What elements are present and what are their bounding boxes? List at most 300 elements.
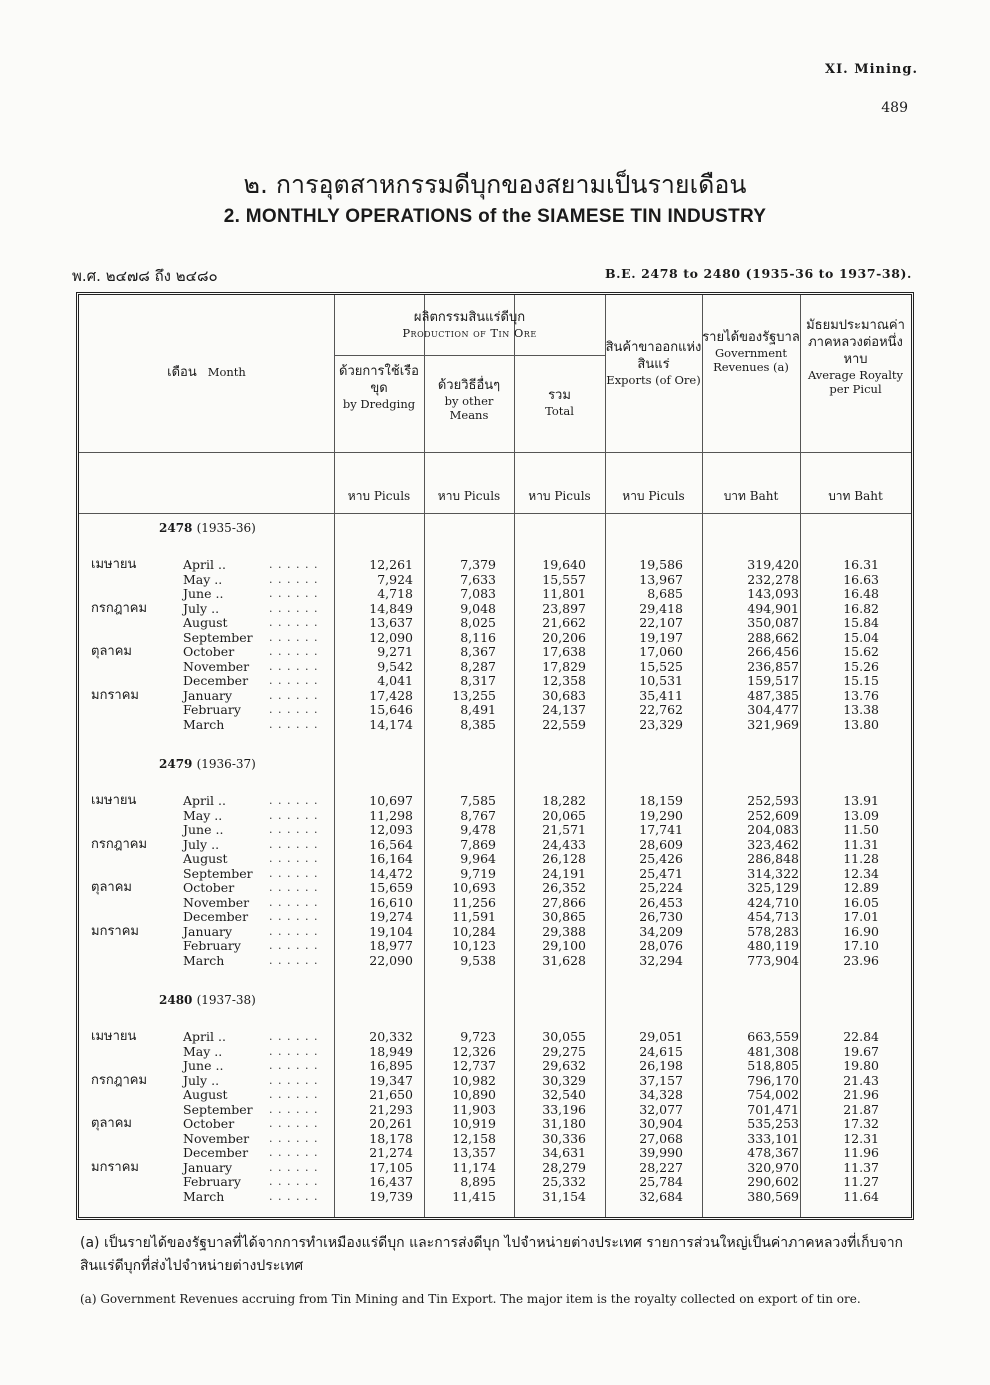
revenues-cell: 478,367 [747,1145,799,1160]
table-row [79,837,911,852]
month-name: May .. [183,807,223,823]
total-cell: 24,433 [542,836,586,852]
month-name: February [183,702,241,717]
unit-revenues: บาท Baht [723,489,779,503]
leader-dots: . . . . . . [269,1189,319,1203]
leader-dots: . . . . . . [269,1146,319,1159]
revenues-cell: 424,710 [747,894,799,910]
other-means-cell: 9,719 [460,865,496,881]
exports-cell: 29,418 [639,600,683,616]
leader-dots: . . . . . . [269,616,319,629]
exports-cell: 25,224 [639,880,683,895]
revenues-cell: 773,904 [747,952,799,968]
table-row [79,822,911,837]
revenues-cell: 252,593 [747,793,799,808]
month-name: November [183,658,250,674]
revenues-cell: 314,322 [747,865,799,881]
royalty-cell: 17.10 [843,938,879,953]
other-means-cell: 9,478 [460,822,496,837]
other-means-cell: 10,982 [452,1072,496,1088]
exports-cell: 26,198 [639,1058,683,1073]
total-cell: 22,559 [542,716,586,732]
thai-month: กรกฎาคม [91,836,148,852]
revenues-cell: 204,083 [747,822,799,837]
leader-dots: . . . . . . [269,1073,319,1087]
dredging-cell: 18,977 [369,938,413,953]
other-means-cell: 7,083 [460,586,496,601]
table-row [79,702,911,717]
table-row [79,1131,911,1146]
total-cell: 32,540 [542,1087,586,1102]
revenues-cell: 454,713 [747,909,799,924]
revenues-cell: 663,559 [747,1029,799,1044]
table-row [79,1058,911,1073]
total-cell: 30,329 [542,1072,586,1088]
leader-dots: . . . . . . [269,939,319,952]
dredging-cell: 7,924 [377,571,413,587]
total-cell: 30,055 [542,1029,586,1044]
royalty-cell: 13.09 [843,807,879,823]
exports-cell: 29,051 [639,1029,683,1044]
table-row [79,808,911,823]
leader-dots: . . . . . . [269,895,319,909]
other-means-cell: 7,869 [460,836,496,852]
exports-cell: 28,227 [639,1159,683,1175]
other-means-cell: 10,123 [452,938,496,953]
exports-cell: 35,411 [639,687,683,703]
dredging-cell: 16,610 [369,894,413,910]
dredging-cell: 9,542 [377,658,413,674]
month-name: February [183,1174,241,1189]
dredging-cell: 22,090 [369,952,413,968]
other-means-cell: 10,890 [452,1087,496,1102]
year-heading: 2479 (1936-37) [159,757,256,771]
royalty-cell: 16.90 [843,923,879,939]
leader-dots: . . . . . . [269,587,319,600]
royalty-cell: 11.27 [843,1174,879,1189]
table-row [79,895,911,910]
table-row [79,557,911,572]
exports-cell: 39,990 [639,1145,683,1160]
table-row [79,1160,911,1175]
dredging-cell: 14,174 [369,716,413,732]
month-name: October [183,1116,235,1131]
table-row [79,659,911,674]
revenues-cell: 143,093 [747,586,799,601]
leader-dots: . . . . . . [269,601,319,615]
table-row [79,630,911,645]
total-cell: 26,352 [542,880,586,895]
revenues-cell: 754,002 [747,1087,799,1102]
dredging-cell: 15,646 [369,702,413,717]
total-cell: 33,196 [542,1101,586,1117]
month-name: July .. [183,836,220,852]
dredging-cell: 18,178 [369,1130,413,1146]
month-name: June .. [183,822,224,837]
total-cell: 34,631 [542,1145,586,1160]
total-cell: 25,332 [542,1174,586,1189]
exports-cell: 8,685 [647,586,683,601]
month-name: June .. [183,586,224,601]
leader-dots: . . . . . . [269,837,319,851]
exports-cell: 17,741 [639,822,683,837]
dredging-cell: 17,428 [369,687,413,703]
royalty-cell: 16.63 [843,571,879,587]
total-cell: 30,683 [542,687,586,703]
unit-total: หาบ Piculs [528,489,591,503]
period-english: B.E. 2478 to 2480 (1935-36 to 1937-38). [604,266,912,281]
royalty-cell: 12.34 [843,865,879,881]
month-name: March [183,716,225,732]
table-row [79,1116,911,1131]
page-title-thai: ๒. การอุตสาหกรรมดีบุกของสยามเป็นรายเดือน [243,170,747,199]
month-name: December [183,909,249,924]
table-row [79,924,911,939]
leader-dots: . . . . . . [269,1030,319,1043]
dredging-cell: 14,849 [369,600,413,616]
leader-dots: . . . . . . [269,1160,319,1174]
dredging-cell: 12,093 [369,822,413,837]
total-cell: 30,865 [542,909,586,924]
total-header: รวม Total [545,388,574,418]
total-cell: 23,897 [542,600,586,616]
total-cell: 20,065 [542,807,586,823]
revenues-cell: 320,970 [747,1159,799,1175]
thai-month: เมษายน [91,793,137,808]
royalty-cell: 19.80 [843,1058,879,1073]
table-row [79,1087,911,1102]
unit-royalty: บาท Baht [828,489,883,503]
exports-cell: 25,426 [639,851,683,866]
royalty-cell: 21.96 [843,1087,879,1102]
dredging-cell: 15,659 [369,880,413,895]
other-means-cell: 8,025 [460,615,496,630]
dredging-cell: 16,164 [369,851,413,866]
total-cell: 29,100 [542,938,586,953]
royalty-cell: 16.05 [843,894,879,910]
royalty-cell: 12.31 [843,1130,879,1146]
month-name: April .. [183,1029,226,1044]
other-means-cell: 8,116 [460,629,496,645]
royalty-cell: 11.64 [843,1188,879,1204]
dredging-cell: 20,332 [369,1029,413,1044]
dredging-header: ด้วยการใช้เรือขุด by Dredging [339,364,419,411]
total-cell: 26,128 [542,851,586,866]
dredging-cell: 12,090 [369,629,413,645]
leader-dots: . . . . . . [269,674,319,687]
month-name: October [183,880,235,895]
exports-cell: 28,076 [639,938,683,953]
table-row [79,688,911,703]
month-name: September [183,1101,253,1117]
month-name: January [183,923,233,939]
section-header: XI. Mining. [824,62,918,77]
other-means-header: ด้วยวิธีอื่นๆ by other Means [437,378,501,422]
other-means-cell: 8,385 [460,716,496,732]
royalty-cell: 13.38 [843,702,879,717]
exports-cell: 34,328 [639,1087,683,1102]
thai-month: กรกฎาคม [91,600,148,616]
revenues-cell: 350,087 [747,615,799,630]
dredging-cell: 16,895 [369,1058,413,1073]
total-cell: 31,628 [542,952,586,968]
revenues-cell: 286,848 [747,851,799,866]
unit-other: หาบ Piculs [437,489,501,503]
total-cell: 27,866 [542,894,586,910]
dredging-cell: 18,949 [369,1043,413,1059]
total-cell: 21,662 [542,615,586,630]
revenues-cell: 266,456 [747,644,799,659]
revenues-cell: 325,129 [747,880,799,895]
month-name: August [183,1087,228,1102]
royalty-cell: 15.04 [843,629,879,645]
total-cell: 29,632 [542,1058,586,1073]
thai-month: มกราคม [91,923,139,939]
month-name: February [183,938,241,953]
table-row [79,880,911,895]
dredging-cell: 17,105 [369,1159,413,1175]
total-cell: 29,388 [542,923,586,939]
month-name: April .. [183,557,226,572]
exports-cell: 30,904 [639,1116,683,1131]
month-name: September [183,629,253,645]
leader-dots: . . . . . . [269,1044,319,1058]
month-name: March [183,952,225,968]
leader-dots: . . . . . . [269,1117,319,1130]
other-means-cell: 12,737 [452,1058,496,1073]
total-cell: 19,640 [542,557,586,572]
other-means-cell: 9,723 [460,1029,496,1044]
total-cell: 12,358 [542,673,586,688]
total-cell: 30,336 [542,1130,586,1146]
table-row [79,953,911,968]
table-row [79,793,911,808]
royalty-cell: 11.50 [843,822,879,837]
exports-cell: 32,684 [639,1188,683,1204]
revenues-cell: 380,569 [747,1188,799,1204]
table-row [79,851,911,866]
leader-dots: . . . . . . [269,1088,319,1101]
other-means-cell: 9,964 [460,851,496,866]
leader-dots: . . . . . . [269,953,319,967]
period-thai: พ.ศ. ๒๔๗๘ ถึง ๒๔๘๐ [72,267,218,285]
other-means-cell: 11,174 [452,1159,496,1175]
exports-cell: 37,157 [639,1072,683,1088]
dredging-cell: 19,104 [369,923,413,939]
table-row [79,1189,911,1204]
royalty-cell: 19.67 [843,1043,879,1059]
table-row [79,1174,911,1189]
leader-dots: . . . . . . [269,808,319,822]
thai-month: ตุลาคม [91,1116,132,1131]
month-name: July .. [183,1072,220,1088]
revenues-cell: 333,101 [747,1130,799,1146]
leader-dots: . . . . . . [269,866,319,880]
other-means-cell: 7,633 [460,571,496,587]
month-name: October [183,644,235,659]
month-name: March [183,1188,225,1204]
month-name: December [183,1145,249,1160]
total-cell: 24,191 [542,865,586,881]
dredging-cell: 19,739 [369,1188,413,1204]
dredging-cell: 16,437 [369,1174,413,1189]
month-name: September [183,865,253,881]
table-row [79,615,911,630]
month-name: January [183,1159,233,1175]
year-heading: 2480 (1937-38) [159,993,256,1007]
thai-month: ตุลาคม [91,880,132,895]
leader-dots: . . . . . . [269,630,319,644]
leader-dots: . . . . . . [269,572,319,586]
royalty-cell: 16.31 [843,557,879,572]
royalty-cell: 17.01 [843,909,879,924]
exports-cell: 28,609 [639,836,683,852]
royalty-cell: 13.80 [843,716,879,732]
revenues-cell: 304,477 [747,702,799,717]
revenues-cell: 232,278 [747,571,799,587]
table-row [79,572,911,587]
revenues-cell: 236,857 [747,658,799,674]
exports-cell: 22,762 [639,702,683,717]
revenues-cell: 701,471 [747,1101,799,1117]
other-means-cell: 10,919 [452,1116,496,1131]
exports-cell: 22,107 [639,615,683,630]
thai-month: มกราคม [91,1159,139,1175]
unit-dredging: หาบ Piculs [347,489,411,503]
total-cell: 18,282 [542,793,586,808]
total-cell: 17,829 [542,658,586,674]
revenues-cell: 319,420 [747,557,799,572]
other-means-cell: 10,693 [452,880,496,895]
thai-month: กรกฎาคม [91,1072,148,1088]
other-means-cell: 12,326 [452,1043,496,1059]
royalty-cell: 15.84 [843,615,879,630]
total-cell: 28,279 [542,1159,586,1175]
other-means-cell: 11,256 [452,894,496,910]
leader-dots: . . . . . . [269,688,319,702]
other-means-cell: 8,367 [460,644,496,659]
total-cell: 31,154 [542,1188,586,1204]
table-row [79,717,911,732]
revenues-cell: 494,901 [747,600,799,616]
royalty-cell: 11.96 [843,1145,879,1160]
table-row [79,938,911,953]
royalty-cell: 16.82 [843,600,879,616]
other-means-cell: 13,357 [452,1145,496,1160]
revenues-cell: 321,969 [747,716,799,732]
tin-operations-table [76,292,914,1220]
exports-cell: 32,077 [639,1101,683,1117]
total-cell: 24,137 [542,702,586,717]
table-row [79,601,911,616]
royalty-cell: 13.91 [843,793,879,808]
other-means-cell: 11,415 [452,1188,496,1204]
other-means-cell: 9,538 [460,952,496,968]
footnote-english: (a) Government Revenues accruing from Tin Mining and Tin Export. The major item is the royalty collected on export of tin ore. [80,1292,861,1306]
exports-cell: 17,060 [639,644,683,659]
other-means-cell: 11,591 [452,909,496,924]
dredging-cell: 11,298 [369,807,413,823]
exports-cell: 24,615 [639,1043,683,1059]
royalty-cell: 15.26 [843,658,879,674]
thai-month: ตุลาคม [91,644,132,659]
dredging-cell: 4,718 [377,586,413,601]
exports-cell: 25,784 [639,1174,683,1189]
exports-cell: 32,294 [639,952,683,968]
revenues-cell: 323,462 [747,836,799,852]
revenues-cell: 518,805 [747,1058,799,1073]
royalty-cell: 17.32 [843,1116,879,1131]
exports-cell: 15,525 [639,658,683,674]
exports-header: สินค้าขาออกแห่งสินแร่ Exports (of Ore) [605,340,702,387]
dredging-cell: 19,347 [369,1072,413,1088]
dredging-cell: 19,274 [369,909,413,924]
leader-dots: . . . . . . [269,717,319,731]
royalty-cell: 15.15 [843,673,879,688]
royalty-cell: 21.43 [843,1072,879,1088]
year-heading: 2478 (1935-36) [159,521,256,535]
royalty-cell: 11.31 [843,836,879,852]
table-row [79,909,911,924]
footnote-thai: (a) เป็นรายได้ของรัฐบาลที่ได้จากการทำเหมืองแร่ดีบุก และการส่งดีบุก ไปจำหน่ายต่างประเทศ รายการส่วนใหญ่เป็นค่าภาคหลวงที่เก็บจากสินแร่ดีบุกที่ส่งไปจำหน่ายต่างประเทศ [80,1235,904,1274]
month-name: May .. [183,1043,223,1059]
dredging-cell: 4,041 [377,673,413,688]
table-row [79,1073,911,1088]
month-name: May .. [183,571,223,587]
revenues-cell: 288,662 [747,629,799,645]
royalty-cell: 12.89 [843,880,879,895]
other-means-cell: 11,903 [452,1101,496,1117]
royalty-cell: 13.76 [843,687,879,703]
dredging-cell: 13,637 [369,615,413,630]
thai-month: เมษายน [91,1029,137,1044]
unit-exports: หาบ Piculs [622,489,685,503]
revenues-cell: 480,119 [747,938,799,953]
other-means-cell: 8,491 [460,702,496,717]
production-group-header: ผลิตกรรมสินแร่ดีบุก Production of Tin Ore [402,310,537,340]
exports-cell: 10,531 [639,673,683,688]
exports-cell: 34,209 [639,923,683,939]
other-means-cell: 7,585 [460,793,496,808]
table-row [79,1029,911,1044]
revenues-cell: 481,308 [747,1043,799,1059]
month-name: January [183,687,233,703]
revenues-cell: 535,253 [747,1116,799,1131]
month-name: August [183,851,228,866]
royalty-cell: 16.48 [843,586,879,601]
leader-dots: . . . . . . [269,1131,319,1145]
leader-dots: . . . . . . [269,1175,319,1188]
exports-cell: 25,471 [639,865,683,881]
other-means-cell: 7,379 [460,557,496,572]
page-number: 489 [881,100,908,116]
leader-dots: . . . . . . [269,659,319,673]
total-cell: 17,638 [542,644,586,659]
table-row [79,1145,911,1160]
royalty-header: มัธยมประมาณค่าภาคหลวงต่อหนึ่งหาบ Average Royalty per Picul [806,318,905,396]
leader-dots: . . . . . . [269,924,319,938]
month-header: เดือน Month [167,365,246,380]
leader-dots: . . . . . . [269,910,319,923]
revenues-cell: 796,170 [747,1072,799,1088]
dredging-cell: 12,261 [369,557,413,572]
leader-dots: . . . . . . [269,703,319,716]
total-cell: 21,571 [542,822,586,837]
month-name: November [183,894,250,910]
other-means-cell: 8,767 [460,807,496,823]
revenues-cell: 290,602 [747,1174,799,1189]
royalty-cell: 22.84 [843,1029,879,1044]
